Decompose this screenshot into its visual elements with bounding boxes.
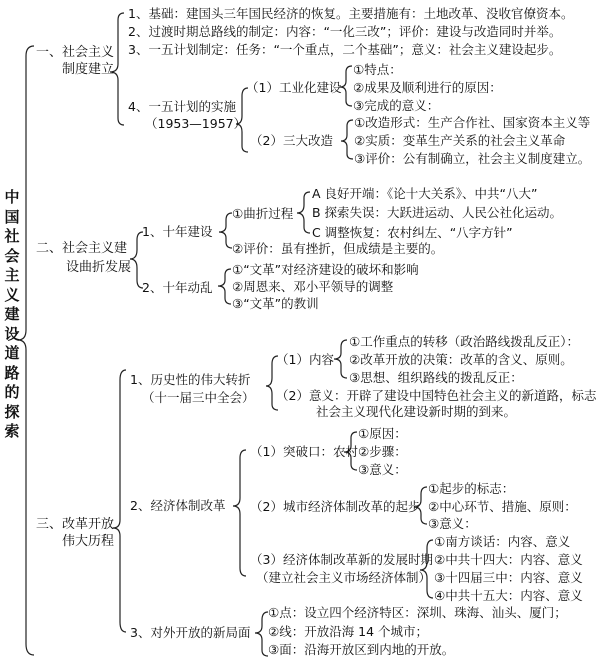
industrialization-label: （1）工业化建设 — [246, 80, 342, 95]
dw-bracket — [255, 612, 268, 656]
turmoil-point-1: ①“文革”对经济建设的破坏和影响 — [232, 262, 419, 277]
content-point-3: ③思想、组织路线的拨乱反正： — [349, 370, 523, 385]
breakthrough-point-1: ①原因： — [358, 426, 407, 441]
breakthrough-point-3: ③意义： — [358, 462, 407, 477]
opening-point-1: ①点：设立四个经济特区：深圳、珠海、汕头、厦门； — [268, 605, 567, 620]
urban-reform-label: （2）城市经济体制改革的起步 — [250, 499, 421, 514]
opening-point-3: ③面：沿海开放区到内地的开放。 — [268, 642, 455, 657]
new-period-point-2: ②中共十四大：内容、意义 — [434, 552, 583, 567]
ref-bracket — [341, 120, 353, 159]
urban-reform-point-2: ②中心环节、措施、原则： — [428, 499, 577, 514]
content-point-2: ②改革开放的决策：改革的含义、原则。 — [349, 352, 573, 367]
urban-reform-point-3: ③意义： — [428, 516, 477, 531]
zz-bracket — [297, 192, 310, 233]
s3-title-line1: 三、改革开放 — [36, 517, 115, 532]
s1-item-1: 1、基础：建国头三年国民经济的恢复。主要措施有：土地改革、没收官僚资本。 — [128, 6, 574, 21]
e2-bracket — [233, 450, 246, 576]
three-reforms-label: （2）三大改造 — [250, 133, 333, 148]
root-title: 中国社会主义建设道路的探索 — [4, 188, 20, 440]
urban-reform-point-1: ①起步的标志： — [428, 481, 515, 496]
new-period-point-4: ④中共十五大：内容、意义 — [434, 588, 583, 603]
s1-item-4-line2: （1953—1957） — [145, 116, 247, 131]
dl-bracket — [218, 269, 231, 304]
historic-turning-point-line2: （十一届三中全会） — [142, 390, 255, 405]
tortuous-process-a: A 良好开端：《论十大关系》、中共“八大” — [312, 186, 538, 201]
nr-bracket — [334, 340, 347, 378]
three-reforms-point-3: ③评价：公有制确立，社会主义制度建立。 — [354, 151, 591, 166]
s3-bracket — [113, 370, 126, 632]
breakthrough-label: （1）突破口：农村 — [250, 444, 358, 459]
new-period-line1: （3）经济体制改革新的发展时期 — [250, 552, 433, 567]
tortuous-process-b: B 探索失误：大跃进运动、人民公社化运动。 — [312, 205, 563, 220]
new-period-line2: （建立社会主义市场经济体制） — [256, 570, 432, 585]
significance-line1: （2）意义：开辟了建设中国特色社会主义的新道路，标志 — [276, 388, 597, 403]
s2-title-line2: 设曲折发展 — [66, 260, 132, 275]
tortuous-process-label: ①曲折过程 — [232, 206, 294, 221]
s1-item-2: 2、过渡时期总路线的制定：内容：“一化三改”；评价：建设与改造同时并举。 — [128, 24, 562, 39]
economic-reform-label: 2、经济体制改革 — [130, 498, 226, 513]
industrialization-point-3: ③完成的意义： — [353, 98, 440, 113]
new-period-point-3: ③十四届三中：内容、意义 — [434, 570, 583, 585]
opening-up-label: 3、对外开放的新局面 — [130, 625, 251, 640]
three-reforms-point-1: ①改造形式：生产合作社、国家资本主义等 — [354, 115, 591, 130]
industrialization-point-2: ②成果及顺利进行的原因： — [353, 80, 502, 95]
opening-point-2: ②线：开放沿海 14 个城市； — [268, 624, 429, 639]
turmoil-point-3: ③“文革”的教训 — [232, 296, 319, 311]
industrialization-point-1: ①特点： — [353, 62, 402, 77]
s1-item-3: 3、一五计划制定：任务：“一个重点，二个基础”；意义：社会主义建设起步。 — [128, 42, 562, 57]
s2-title-line1: 二、社会主义建 — [36, 241, 128, 256]
ind-bracket — [340, 66, 352, 106]
ten-year-construction-label: 1、十年建设 — [142, 224, 213, 239]
historic-turning-point-line1: 1、历史性的伟大转折 — [130, 372, 251, 387]
content-point-1: ①工作重点的转移（政治路线拨乱反正）： — [349, 334, 579, 349]
new-period-point-1: ①南方谈话：内容、意义 — [434, 534, 571, 549]
s1-title-line2: 制度建立 — [62, 62, 115, 77]
s1-item-4-line1: 4、一五计划的实施 — [128, 99, 236, 114]
ten-year-turmoil-label: 2、十年动乱 — [142, 280, 213, 295]
d1-bracket — [219, 213, 232, 248]
content-label: （1）内容 — [276, 352, 334, 367]
ten-year-evaluation: ②评价：虽有挫折，但成绩是主要的。 — [232, 241, 444, 256]
s1-title-line1: 一、社会主义 — [36, 45, 115, 60]
breakthrough-point-2: ②步骤： — [358, 444, 407, 459]
s3-title-line2: 伟大历程 — [62, 534, 115, 549]
turmoil-point-2: ②周恩来、邓小平领导的调整 — [232, 279, 394, 294]
three-reforms-point-2: ②实质：变革生产关系的社会主义革命 — [354, 133, 566, 148]
tortuous-process-c: C 调整恢复：农村纠左、“八字方针” — [312, 225, 513, 240]
xf-bracket — [420, 540, 433, 598]
significance-line2: 社会主义现代化建设新时期的到来。 — [316, 404, 517, 419]
